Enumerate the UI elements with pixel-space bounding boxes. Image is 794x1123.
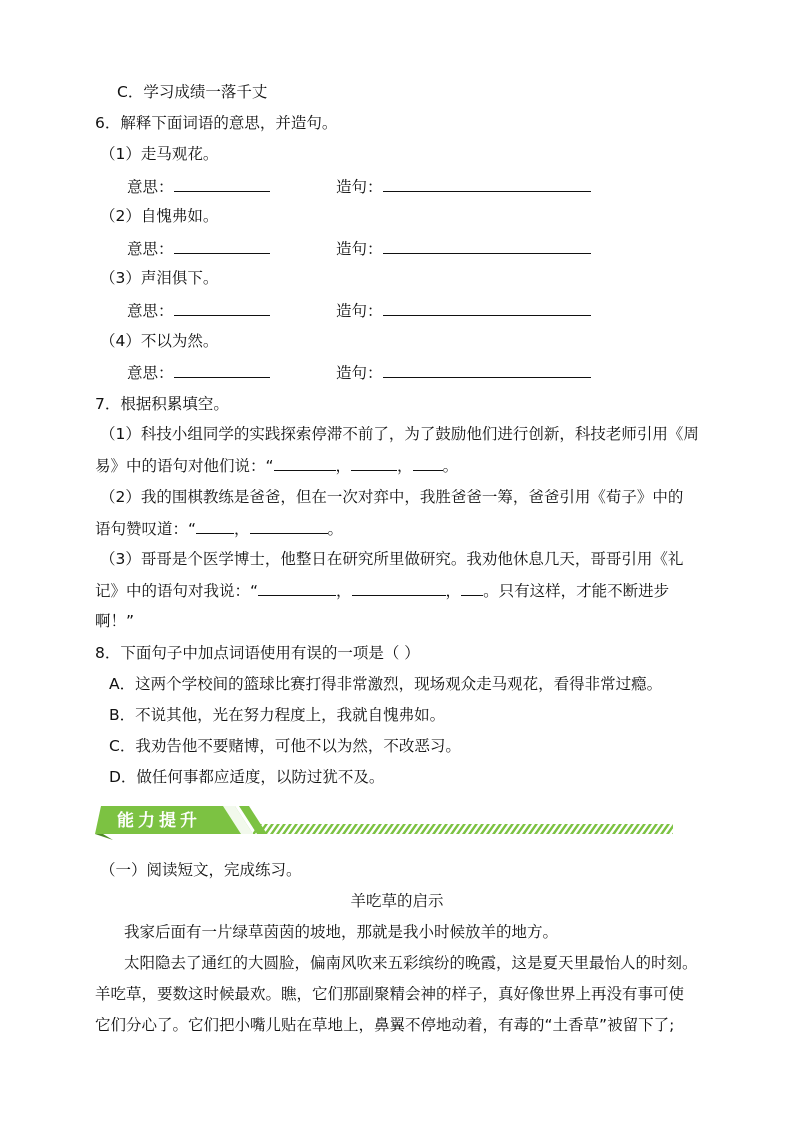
q6-item-1: （1）走马观花。 — [100, 145, 219, 163]
meaning-label: 意思： — [127, 240, 174, 258]
answer-blank[interactable] — [274, 455, 336, 471]
answer-blank[interactable] — [196, 518, 234, 534]
sentence-label: 造句： — [336, 302, 383, 320]
q7-part3-ending: 。只有这样，才能不断进步 — [483, 582, 670, 600]
q6-item-4-meaning — [127, 362, 270, 383]
q8-option-b[interactable]: B．不说其他，光在努力程度上，我就自愧弗如。 — [109, 706, 446, 724]
q6-item-3-sentence — [336, 300, 591, 321]
q8-option-c[interactable]: C．我劝告他不要赌博，可他不以为然，不改恶习。 — [109, 737, 461, 755]
banner-stripe — [253, 824, 673, 834]
reading-para-2-line-2: 羊吃草，要数这时候最欢。瞧，它们那副聚精会神的样子，真好像世界上再没有事可使 — [95, 985, 685, 1003]
comma: ， — [336, 582, 352, 600]
reading-para-2-line-1: 太阳隐去了通红的大圆脸，偏南风吹来五彩缤纷的晚霞，这是夏天里最怡人的时刻。 — [124, 954, 698, 972]
q6-item-1-sentence — [336, 176, 591, 197]
q7-part3-line2 — [95, 580, 669, 601]
meaning-label: 意思： — [127, 302, 174, 320]
q7-part3-line1: （3）哥哥是个医学博士，他整日在研究所里做研究。我劝他休息几天，哥哥引用《礼 — [100, 550, 684, 568]
sentence-label: 造句： — [336, 364, 383, 382]
q6-prompt: 6．解释下面词语的意思，并造句。 — [95, 114, 338, 132]
q6-item-3-meaning — [127, 300, 270, 321]
q7-part3-text: 记》中的语句对我说：“ — [95, 582, 259, 600]
answer-blank[interactable] — [174, 176, 270, 192]
q7-part3-line3: 啊！” — [95, 612, 135, 630]
answer-blank[interactable] — [174, 300, 270, 316]
comma: ， — [445, 582, 462, 600]
comma: ， — [397, 457, 413, 475]
sentence-label: 造句： — [336, 240, 383, 258]
sentence-label: 造句： — [336, 178, 383, 196]
q7-part1-line1: （1）科技小组同学的实践探索停滞不前了，为了鼓励他们进行创新，科技老师引用《周 — [100, 425, 699, 443]
reading-para-1: 我家后面有一片绿草茵茵的坡地，那就是我小时候放羊的地方。 — [124, 923, 559, 941]
meaning-label: 意思： — [127, 178, 174, 196]
answer-blank[interactable] — [383, 176, 591, 192]
comma: ， — [234, 520, 250, 538]
answer-blank[interactable] — [352, 580, 446, 596]
answer-blank[interactable] — [383, 238, 591, 254]
answer-blank[interactable] — [461, 580, 483, 596]
answer-blank[interactable] — [174, 238, 270, 254]
q6-item-4: （4）不以为然。 — [100, 332, 219, 350]
answer-blank[interactable] — [383, 362, 591, 378]
q7-part1-line2 — [95, 455, 458, 476]
q6-item-2-sentence — [336, 238, 591, 259]
period: 。 — [442, 457, 459, 475]
reading-para-2-line-3: 它们分心了。它们把小嘴儿贴在草地上，鼻翼不停地动着，有毒的“土香草”被留下了; — [95, 1016, 675, 1034]
q7-part2-line1: （2）我的围棋教练是爸爸，但在一次对弈中，我胜爸爸一筹，爸爸引用《荀子》中的 — [100, 488, 684, 506]
q6-item-4-sentence — [336, 362, 591, 383]
q6-item-1-meaning — [127, 176, 270, 197]
q8-option-a[interactable]: A．这两个学校间的篮球比赛打得非常激烈，现场观众走马观花，看得非常过瘾。 — [109, 675, 663, 693]
q5-option-c: C．学习成绩一落千丈 — [117, 83, 268, 101]
period: 。 — [327, 520, 344, 538]
q7-part1-text: 易》中的语句对他们说：“ — [95, 457, 274, 475]
banner-fold — [95, 834, 113, 840]
q6-item-2-meaning — [127, 238, 270, 259]
q7-prompt: 7．根据积累填空。 — [95, 395, 229, 413]
section-title: 能力提升 — [117, 811, 201, 831]
q8-option-d[interactable]: D．做任何事都应适度，以防过犹不及。 — [109, 768, 385, 786]
answer-blank[interactable] — [258, 580, 336, 596]
q7-part2-text: 语句赞叹道：“ — [95, 520, 197, 538]
q7-part2-line2 — [95, 518, 343, 539]
meaning-label: 意思： — [127, 364, 174, 382]
q8-prompt: 8．下面句子中加点词语使用有误的一项是（ ） — [95, 644, 420, 662]
answer-blank[interactable] — [413, 455, 443, 471]
answer-blank[interactable] — [383, 300, 591, 316]
answer-blank[interactable] — [351, 455, 397, 471]
reading-instruction: （一）阅读短文，完成练习。 — [100, 861, 302, 879]
reading-title: 羊吃草的启示 — [350, 892, 444, 910]
comma: ， — [335, 457, 352, 475]
q6-item-2: （2）自愧弗如。 — [100, 207, 219, 225]
answer-blank[interactable] — [174, 362, 270, 378]
q6-item-3: （3）声泪俱下。 — [100, 269, 219, 287]
answer-blank[interactable] — [250, 518, 328, 534]
